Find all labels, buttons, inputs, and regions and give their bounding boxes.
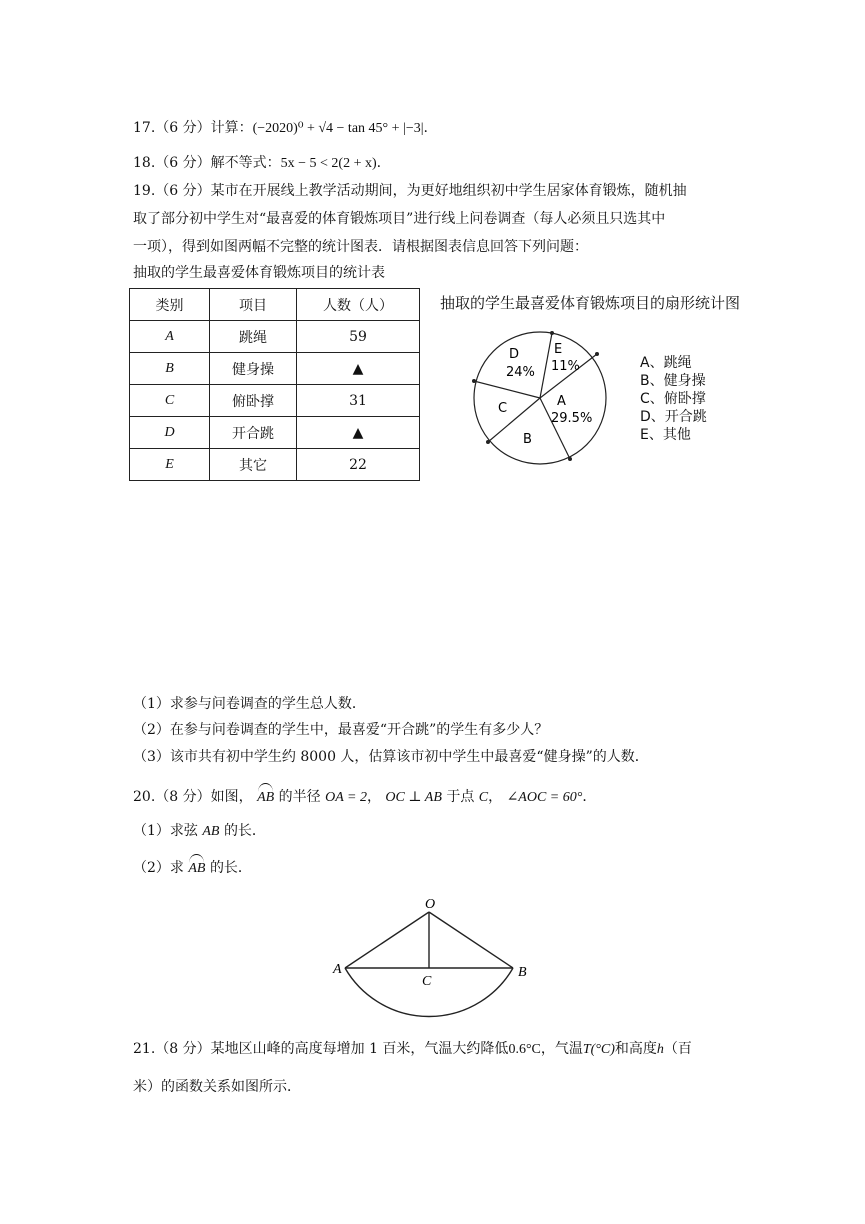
- question-20-sub-1: [133, 821, 266, 842]
- pie-value-a: 29.5%: [551, 411, 593, 426]
- separator: ，: [366, 789, 381, 805]
- question-20-sub-2: [133, 858, 252, 879]
- pie-legend: [640, 354, 707, 444]
- point-c: C: [478, 790, 489, 805]
- chord-ab: AB: [202, 824, 220, 839]
- radius-expression: OA = 2: [325, 790, 367, 805]
- question-19-sub-1: （1）求参与问卷调查的学生总人数．: [133, 696, 366, 712]
- point-label-c: C: [422, 974, 432, 989]
- table-row: [130, 321, 420, 353]
- question-18-prefix: 18.（6 分）解不等式：: [133, 155, 281, 171]
- table-header-row: [130, 289, 420, 321]
- pie-label-e: E: [554, 342, 563, 357]
- table-header: 项目: [210, 289, 297, 321]
- pie-dot: [472, 379, 476, 383]
- question-21-text: 和高度: [614, 1041, 657, 1057]
- sub-2-prefix: （2）求: [133, 860, 184, 876]
- legend-item-c: C、俯卧撑: [640, 391, 706, 407]
- sub-2-suffix: 的长．: [209, 860, 252, 876]
- table-cell: D: [130, 417, 210, 449]
- table-title: 抽取的学生最喜爱体育锻炼项目的统计表: [133, 265, 385, 281]
- table-row: [130, 385, 420, 417]
- temperature-drop: 0.6°C: [508, 1042, 541, 1057]
- pie-divider-b-c: [488, 398, 540, 442]
- table-row: [130, 449, 420, 481]
- separator: ，: [488, 789, 503, 805]
- pie-label-b: B: [523, 432, 532, 447]
- table-header: 人数（人）: [297, 289, 420, 321]
- question-17-end: .: [423, 120, 428, 136]
- question-21-line-1: [133, 1039, 692, 1060]
- point-label-o: O: [425, 897, 436, 912]
- pie-dot: [568, 457, 572, 461]
- legend-item-b: B、健身操: [640, 373, 706, 389]
- table-cell: C: [130, 385, 210, 417]
- pie-label-d: D: [509, 347, 520, 362]
- question-21-text: （百: [663, 1041, 692, 1057]
- segment-ob: [429, 912, 513, 968]
- perpendicular-expression: OC ⊥ AB: [385, 790, 442, 805]
- legend-item-d: D、开合跳: [640, 409, 707, 425]
- table-cell: ▲: [297, 353, 420, 385]
- pie-value-e: 11%: [551, 359, 580, 374]
- question-21-line-2: 米）的函数关系如图所示．: [133, 1079, 301, 1095]
- table-cell: 31: [297, 385, 420, 417]
- table-cell: 跳绳: [210, 321, 297, 353]
- question-21-text: ，气温: [540, 1041, 583, 1057]
- pie-dot: [595, 352, 599, 356]
- pie-divider-c-d: [474, 381, 540, 398]
- table-cell: 59: [297, 321, 420, 353]
- question-17-formula: (−2020)⁰ + √4 − tan 45° + |−3|: [252, 121, 424, 136]
- angle-expression: ∠AOC = 60°: [506, 790, 583, 805]
- table-row: [130, 417, 420, 449]
- table-cell: ▲: [297, 417, 420, 449]
- segment-oa: [345, 912, 429, 968]
- table-cell: 其它: [210, 449, 297, 481]
- point-label-b: B: [518, 965, 527, 980]
- arc-ab-symbol: AB: [257, 788, 274, 808]
- pie-chart-title: 抽取的学生最喜爱体育锻炼项目的扇形统计图: [440, 294, 741, 312]
- temperature-variable: T(°C): [582, 1042, 615, 1057]
- sub-1-suffix: 的长．: [223, 823, 266, 839]
- question-20: [133, 787, 596, 808]
- pie-chart: [460, 318, 640, 478]
- question-20-end: ．: [582, 789, 597, 805]
- question-19-line-2: 取了部分初中学生对“最喜爱的体育锻炼项目”进行线上问卷调查（每人必须且只选其中: [133, 211, 666, 227]
- table-cell: 开合跳: [210, 417, 297, 449]
- question-21-text: 21.（8 分）某地区山峰的高度每增加 1 百米，气温大约降低: [133, 1041, 509, 1057]
- pie-label-c: C: [498, 401, 508, 416]
- question-17: [133, 118, 428, 139]
- question-18-end: .: [376, 155, 382, 171]
- table-cell: A: [130, 321, 210, 353]
- table-cell: B: [130, 353, 210, 385]
- circle-geometry-figure: [325, 893, 540, 1020]
- legend-item-a: A、跳绳: [640, 355, 692, 371]
- question-20-text: 的半径: [278, 789, 321, 805]
- table-row: [130, 353, 420, 385]
- pie-value-d: 24%: [506, 365, 535, 380]
- table-cell: 俯卧撑: [210, 385, 297, 417]
- question-19-line-1: 19.（6 分）某市在开展线上教学活动期间，为更好地组织初中学生居家体育锻炼，随机抽: [133, 183, 687, 199]
- question-19-sub-3: （3）该市共有初中学生约 8000 人，估算该市初中学生中最喜爱“健身操”的人数．: [133, 749, 649, 765]
- pie-dot: [550, 331, 554, 335]
- pie-dot: [486, 440, 490, 444]
- question-20-text: 于点: [446, 789, 475, 805]
- sub-1-prefix: （1）求弦: [133, 823, 198, 839]
- table-cell: E: [130, 449, 210, 481]
- question-17-prefix: 17.（6 分）计算：: [133, 120, 253, 136]
- statistics-table: [129, 288, 420, 481]
- question-19-sub-2: （2）在参与问卷调查的学生中，最喜爱“开合跳”的学生有多少人？: [133, 722, 549, 738]
- table-cell: 健身操: [210, 353, 297, 385]
- pie-label-a: A: [557, 394, 566, 409]
- question-18: [133, 153, 381, 174]
- arc-ab-symbol: AB: [188, 859, 205, 879]
- question-20-prefix: 20.（8 分）如图，: [133, 789, 253, 805]
- table-header: 类别: [130, 289, 210, 321]
- height-variable: h: [656, 1042, 664, 1057]
- point-label-a: A: [333, 962, 342, 977]
- table-cell: 22: [297, 449, 420, 481]
- question-19-line-3: 一项），得到如图两幅不完整的统计图表．请根据图表信息回答下列问题：: [133, 239, 588, 255]
- legend-item-e: E、其他: [640, 427, 691, 443]
- question-18-formula: 5x − 5 < 2(2 + x): [280, 156, 377, 171]
